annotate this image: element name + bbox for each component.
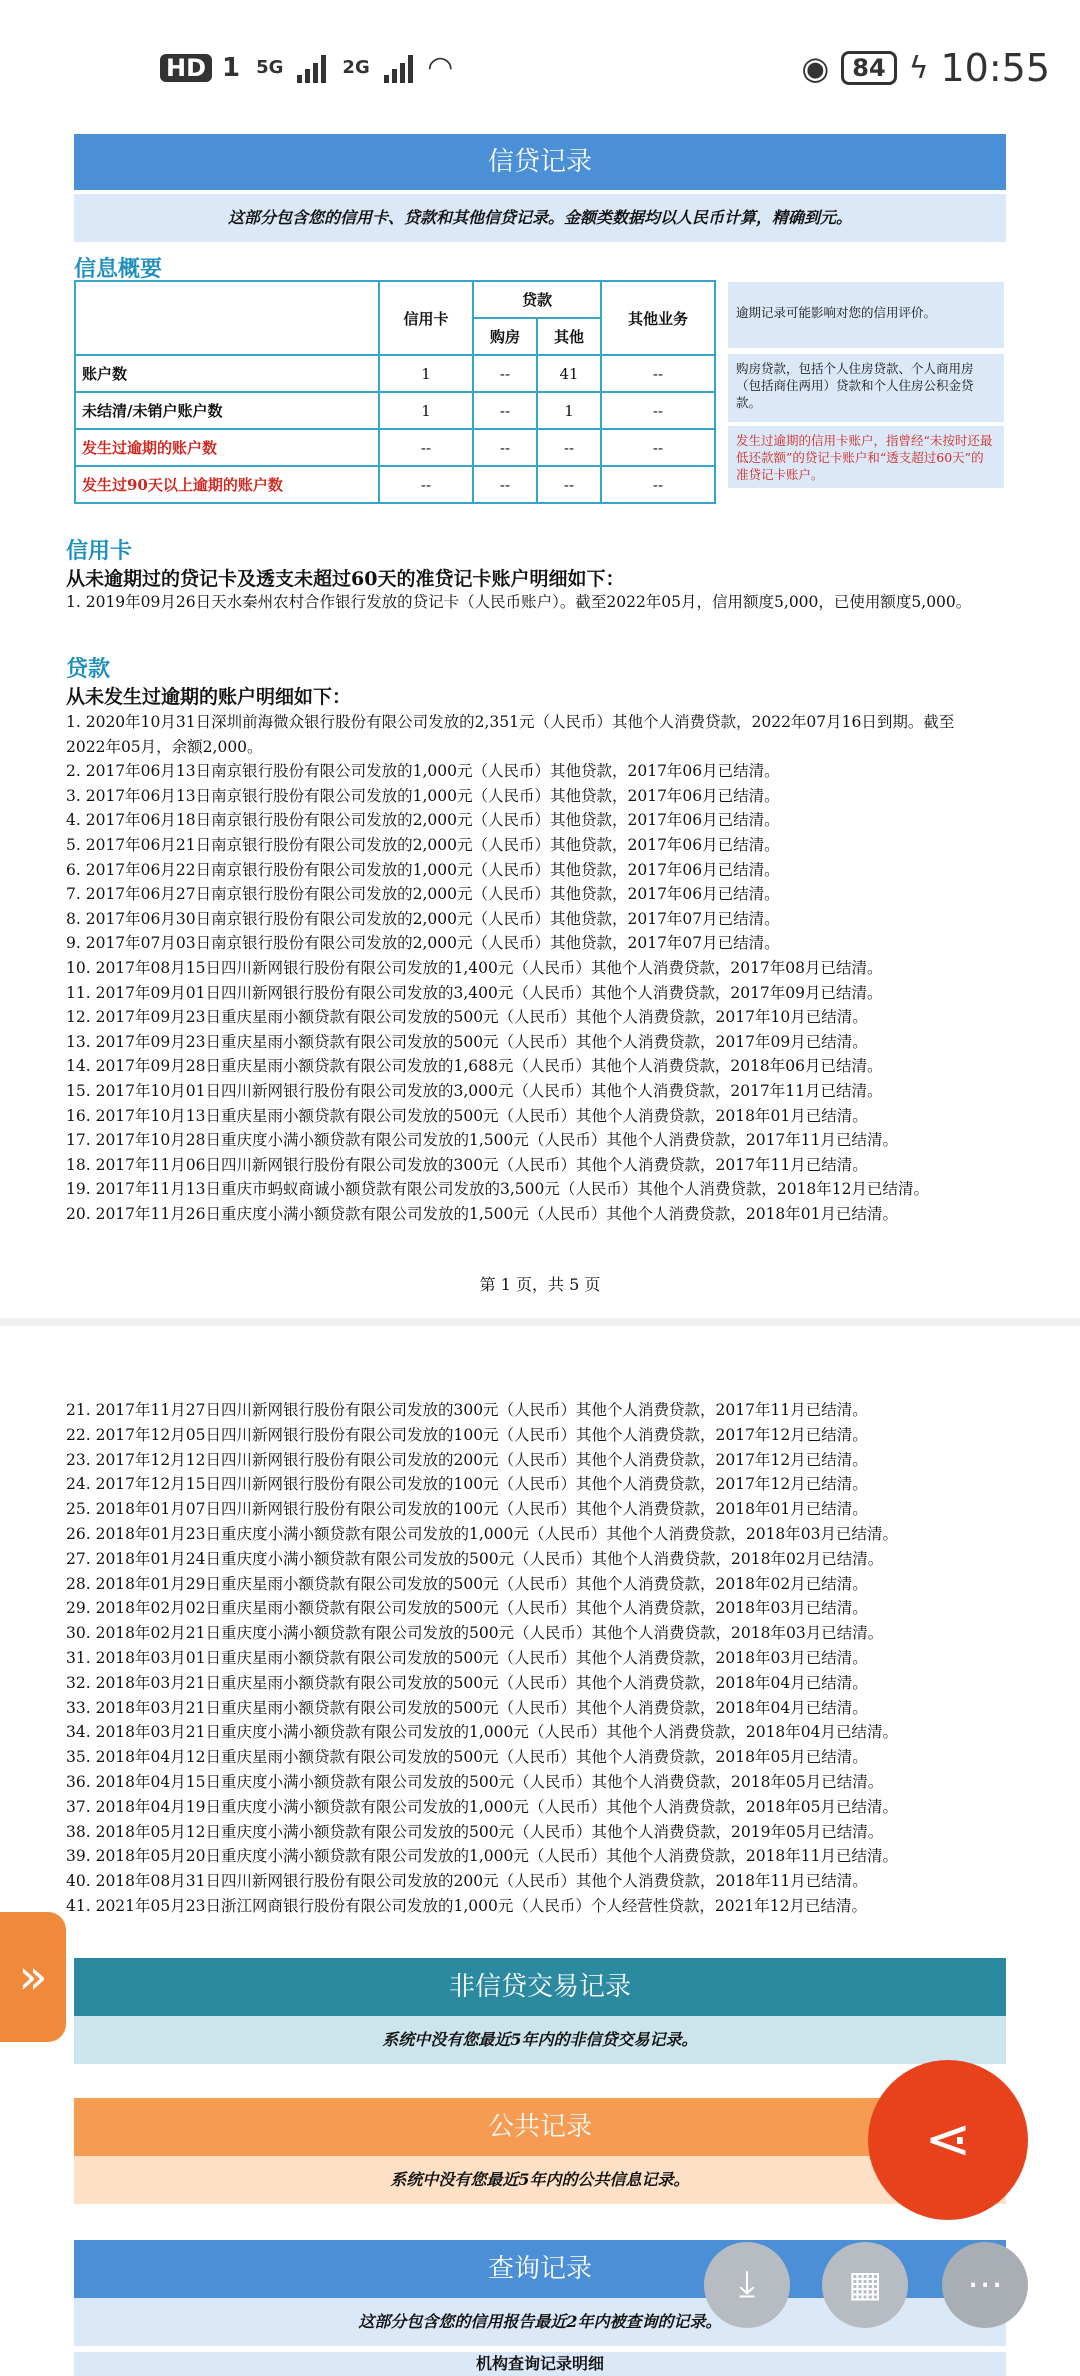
loan-item: 29. 2018年02月02日重庆星雨小额贷款有限公司发放的500元（人民币）其他个人消费贷款，2018年03月已结清。	[66, 1599, 868, 1618]
row-label: 发生过90天以上逾期的账户数	[75, 466, 379, 503]
cell: 1	[379, 355, 473, 392]
cell: --	[601, 392, 715, 429]
loan-item: 6. 2017年06月22日南京银行股份有限公司发放的1,000元（人民币）其他贷款，2017年06月已结清。	[66, 860, 780, 879]
loan-item: 15. 2017年10月01日四川新网银行股份有限公司发放的3,000元（人民币）其他个人消费贷款，2017年11月已结清。	[66, 1082, 883, 1100]
signal-2-icon	[384, 53, 413, 83]
row-label: 账户数	[75, 355, 379, 392]
credit-record-subtitle: 这部分包含您的信用卡、贷款和其他信贷记录。金额类数据均以人民币计算，精确到元。	[74, 194, 1006, 242]
loan-subtitle: 从未发生过逾期的账户明细如下：	[66, 686, 352, 708]
wifi-icon: ◠	[428, 50, 452, 85]
cell: 1	[537, 392, 601, 429]
loan-item: 9. 2017年07月03日南京银行股份有限公司发放的2,000元（人民币）其他贷款，2017年07月已结清。	[66, 934, 780, 953]
loan-item: 10. 2017年08月15日四川新网银行股份有限公司发放的1,400元（人民币）其他个人消费贷款，2017年08月已结清。	[66, 959, 883, 977]
loan-item: 17. 2017年10月28日重庆度小满小额贷款有限公司发放的1,500元（人民币）其他个人消费贷款，2017年11月已结清。	[66, 1131, 899, 1150]
loan-item: 1. 2020年10月31日深圳前海微众银行股份有限公司发放的2,351元（人民币）其他个人消费贷款，2022年07月16日到期。截至	[66, 713, 955, 731]
more-button[interactable]: ⋯	[942, 2242, 1028, 2328]
loan-item: 20. 2017年11月26日重庆度小满小额贷款有限公司发放的1,500元（人民币）其他个人消费贷款，2018年01月已结清。	[66, 1205, 899, 1223]
cell: --	[537, 429, 601, 466]
loan-item: 25. 2018年01月07日四川新网银行股份有限公司发放的100元（人民币）其他个人消费贷款，2018年01月已结清。	[66, 1500, 868, 1519]
summary-row	[75, 392, 715, 429]
loan-item: 13. 2017年09月23日重庆星雨小额贷款有限公司发放的500元（人民币）其他个人消费贷款，2017年09月已结清。	[66, 1032, 868, 1051]
summary-corner	[75, 281, 379, 355]
summary-table	[74, 280, 716, 504]
public-record-header: 公共记录	[74, 2098, 1006, 2156]
loan-item: 33. 2018年03月21日重庆星雨小额贷款有限公司发放的500元（人民币）其他个人消费贷款，2018年04月已结清。	[66, 1698, 868, 1717]
row-label: 发生过逾期的账户数	[75, 429, 379, 466]
status-right	[801, 46, 1050, 90]
eye-comfort-icon: ◉	[801, 49, 830, 87]
loan-item: 23. 2017年12月12日四川新网银行股份有限公司发放的200元（人民币）其他个人消费贷款，2017年12月已结清。	[66, 1450, 868, 1469]
cell: --	[473, 429, 537, 466]
grid-view-button[interactable]: ▦	[822, 2242, 908, 2328]
share-icon: ⋖	[924, 2107, 972, 2172]
loan-title: 贷款	[66, 657, 111, 682]
query-detail-header: 机构查询记录明细	[74, 2352, 1006, 2376]
non-credit-subtitle: 系统中没有您最近5年内的非信贷交易记录。	[74, 2016, 1006, 2064]
loan-item: 32. 2018年03月21日重庆星雨小额贷款有限公司发放的500元（人民币）其他个人消费贷款，2018年04月已结清。	[66, 1673, 868, 1692]
loan-item: 21. 2017年11月27日四川新网银行股份有限公司发放的300元（人民币）其他个人消费贷款，2017年11月已结清。	[66, 1401, 868, 1419]
summary-note-housing: 购房贷款，包括个人住房贷款、个人商用房（包括商住两用）贷款和个人住房公积金贷款。	[728, 354, 1004, 422]
loan-item: 26. 2018年01月23日重庆度小满小额贷款有限公司发放的1,000元（人民币）其他个人消费贷款，2018年03月已结清。	[66, 1525, 899, 1543]
cell: --	[473, 355, 537, 392]
status-left	[160, 50, 452, 85]
loan-item: 41. 2021年05月23日浙江网商银行股份有限公司发放的1,000元（人民币）个人经营性贷款，2021年12月已结清。	[66, 1897, 868, 1915]
loan-item: 24. 2017年12月15日四川新网银行股份有限公司发放的100元（人民币）其他个人消费贷款，2017年12月已结清。	[66, 1475, 868, 1494]
loan-item: 2. 2017年06月13日南京银行股份有限公司发放的1,000元（人民币）其他贷款，2017年06月已结清。	[66, 762, 780, 781]
clock: 10:55	[940, 46, 1050, 90]
sim-number: 1	[222, 52, 241, 83]
loan-item: 36. 2018年04月15日重庆度小满小额贷款有限公司发放的500元（人民币）其他个人消费贷款，2018年05月已结清。	[66, 1773, 884, 1791]
summary-row	[75, 355, 715, 392]
page-divider	[0, 1318, 1080, 1326]
expand-sidebar-button[interactable]: »	[0, 1912, 66, 2042]
page-number: 第 1 页，共 5 页	[479, 1275, 601, 1294]
loan-item: 28. 2018年01月29日重庆星雨小额贷款有限公司发放的500元（人民币）其他个人消费贷款，2018年02月已结清。	[66, 1574, 868, 1593]
loan-item: 38. 2018年05月12日重庆度小满小额贷款有限公司发放的500元（人民币）其他个人消费贷款，2019年05月已结清。	[66, 1822, 884, 1841]
loan-item: 3. 2017年06月13日南京银行股份有限公司发放的1,000元（人民币）其他贷款，2017年06月已结清。	[66, 786, 780, 805]
col-other-business: 其他业务	[601, 281, 715, 355]
credit-card-subtitle: 从未逾期过的贷记卡及透支未超过60天的准贷记卡账户明细如下：	[66, 568, 625, 590]
loan-item: 14. 2017年09月28日重庆星雨小额贷款有限公司发放的1,688元（人民币）其他个人消费贷款，2018年06月已结清。	[66, 1057, 883, 1076]
cell: --	[601, 355, 715, 392]
credit-card-item: 1. 2019年09月26日天水秦州农村合作银行发放的贷记卡（人民币账户）。截至2022年05月，信用额度5,000，已使用额度5,000。	[66, 593, 972, 611]
credit-card-title: 信用卡	[66, 539, 133, 564]
public-record-subtitle: 系统中没有您最近5年内的公共信息记录。	[74, 2156, 1006, 2204]
cell: --	[601, 429, 715, 466]
loan-item: 22. 2017年12月05日四川新网银行股份有限公司发放的100元（人民币）其他个人消费贷款，2017年12月已结清。	[66, 1425, 868, 1444]
cell: 41	[537, 355, 601, 392]
cell: 1	[379, 392, 473, 429]
non-credit-header: 非信贷交易记录	[74, 1958, 1006, 2016]
loan-item: 30. 2018年02月21日重庆度小满小额贷款有限公司发放的500元（人民币）其他个人消费贷款，2018年03月已结清。	[66, 1624, 884, 1643]
loan-item: 4. 2017年06月18日南京银行股份有限公司发放的2,000元（人民币）其他贷款，2017年06月已结清。	[66, 811, 780, 830]
query-record-header: 查询记录	[74, 2240, 1006, 2298]
loan-item: 2022年05月，余额2,000。	[66, 737, 263, 756]
loan-item: 27. 2018年01月24日重庆度小满小额贷款有限公司发放的500元（人民币）其他个人消费贷款，2018年02月已结清。	[66, 1549, 884, 1568]
cell: --	[379, 466, 473, 503]
share-button[interactable]	[868, 2060, 1028, 2220]
credit-record-header: 信贷记录	[74, 134, 1006, 190]
col-credit-card: 信用卡	[379, 281, 473, 355]
loan-item: 37. 2018年04月19日重庆度小满小额贷款有限公司发放的1,000元（人民币）其他个人消费贷款，2018年05月已结清。	[66, 1797, 899, 1816]
charging-icon: ϟ	[908, 50, 929, 86]
col-housing: 购房	[473, 318, 537, 355]
network-5g-label: 5G	[256, 57, 284, 78]
loan-item: 12. 2017年09月23日重庆星雨小额贷款有限公司发放的500元（人民币）其他个人消费贷款，2017年10月已结清。	[66, 1008, 868, 1027]
summary-row	[75, 429, 715, 466]
hd-badge: HD	[160, 54, 212, 82]
summary-note-red: 发生过逾期的信用卡账户，指曾经“未按时还最低还款额”的贷记卡账户和“透支超过60天”的准贷记卡账户。	[728, 426, 1004, 488]
summary-note-overdue: 逾期记录可能影响对您的信用评价。	[728, 282, 1004, 348]
loan-item: 39. 2018年05月20日重庆度小满小额贷款有限公司发放的1,000元（人民币）其他个人消费贷款，2018年11月已结清。	[66, 1847, 899, 1866]
loan-item: 5. 2017年06月21日南京银行股份有限公司发放的2,000元（人民币）其他贷款，2017年06月已结清。	[66, 836, 780, 854]
loan-item: 11. 2017年09月01日四川新网银行股份有限公司发放的3,400元（人民币）其他个人消费贷款，2017年09月已结清。	[66, 983, 883, 1002]
summary-title: 信息概要	[74, 257, 163, 282]
loan-item: 35. 2018年04月12日重庆星雨小额贷款有限公司发放的500元（人民币）其他个人消费贷款，2018年05月已结清。	[66, 1748, 868, 1767]
col-other: 其他	[537, 318, 601, 355]
query-record-subtitle: 这部分包含您的信用报告最近2年内被查询的记录。	[74, 2298, 1006, 2346]
summary-row	[75, 466, 715, 503]
status-bar	[0, 0, 1080, 130]
row-label: 未结清/未销户账户数	[75, 392, 379, 429]
cell: --	[601, 466, 715, 503]
loan-item: 31. 2018年03月01日重庆星雨小额贷款有限公司发放的500元（人民币）其他个人消费贷款，2018年03月已结清。	[66, 1649, 868, 1667]
cell: --	[537, 466, 601, 503]
battery-level: 84	[841, 51, 896, 85]
loan-item: 19. 2017年11月13日重庆市蚂蚁商诚小额贷款有限公司发放的3,500元（人民币）其他个人消费贷款，2018年12月已结清。	[66, 1180, 930, 1199]
cell: --	[473, 392, 537, 429]
col-loan: 贷款	[473, 281, 601, 318]
download-button[interactable]: ⤓	[704, 2242, 790, 2328]
loan-item: 40. 2018年08月31日四川新网银行股份有限公司发放的200元（人民币）其他个人消费贷款，2018年11月已结清。	[66, 1872, 868, 1891]
signal-icon	[297, 53, 326, 83]
loan-item: 18. 2017年11月06日四川新网银行股份有限公司发放的300元（人民币）其他个人消费贷款，2017年11月已结清。	[66, 1155, 868, 1174]
network-2g-label: 2G	[342, 57, 370, 78]
loan-item: 7. 2017年06月27日南京银行股份有限公司发放的2,000元（人民币）其他贷款，2017年06月已结清。	[66, 885, 780, 904]
loan-item: 8. 2017年06月30日南京银行股份有限公司发放的2,000元（人民币）其他贷款，2017年07月已结清。	[66, 909, 780, 928]
loan-item: 16. 2017年10月13日重庆星雨小额贷款有限公司发放的500元（人民币）其他个人消费贷款，2018年01月已结清。	[66, 1106, 868, 1125]
cell: --	[473, 466, 537, 503]
cell: --	[379, 429, 473, 466]
loan-item: 34. 2018年03月21日重庆度小满小额贷款有限公司发放的1,000元（人民币）其他个人消费贷款，2018年04月已结清。	[66, 1723, 899, 1742]
